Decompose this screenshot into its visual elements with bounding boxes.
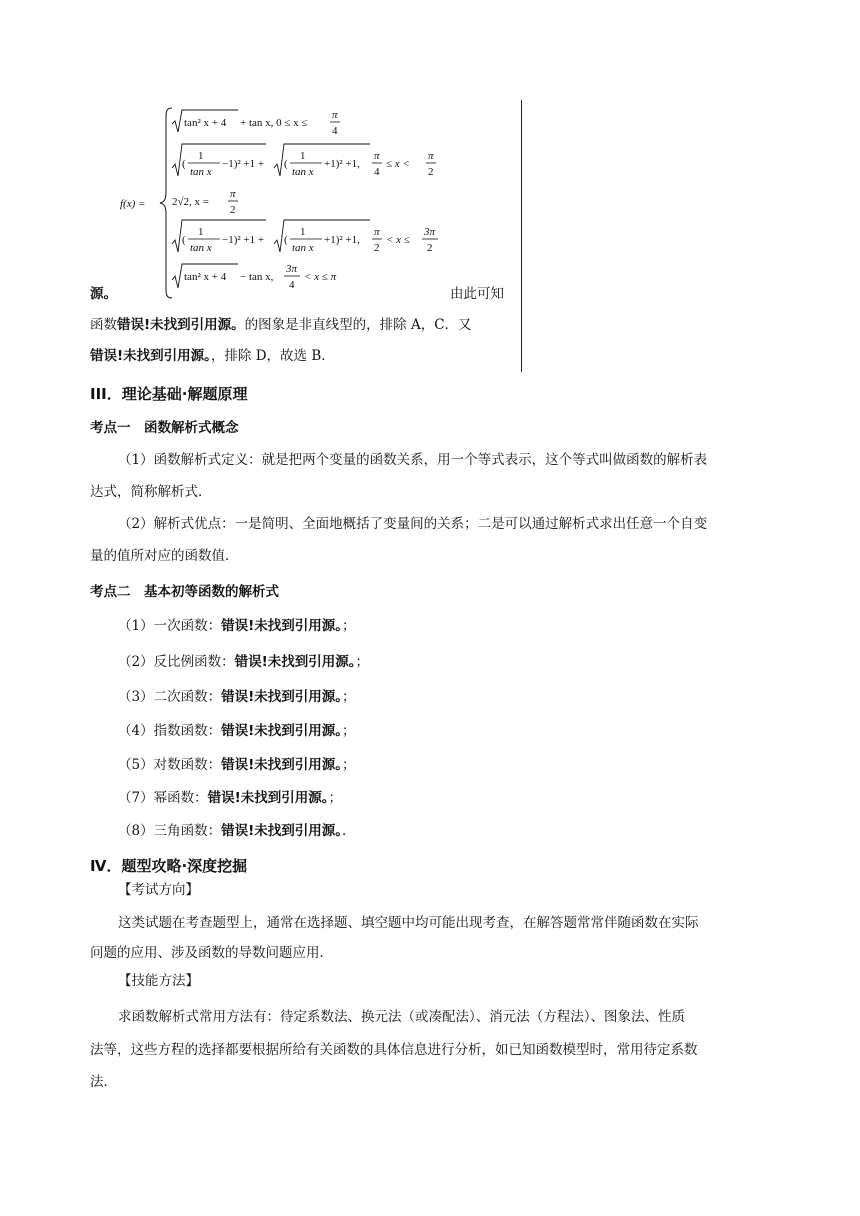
kaodian-1-heading: 考点一 函数解析式概念 <box>90 420 239 436</box>
list-item <box>118 821 356 841</box>
list-item <box>118 616 356 636</box>
line4-mid: < x ≤ <box>386 234 410 246</box>
piecewise-formula <box>118 104 448 300</box>
line4-f2-den: tan x <box>292 242 314 254</box>
item-end: ； <box>355 654 370 670</box>
line2-f1-den: tan x <box>190 166 212 178</box>
p2-line1: （2）解析式优点：一是简明、全面地概括了变量间的关系；二是可以通过解析式求出任意一个自变 <box>118 516 708 532</box>
item-label: （3）二次函数： <box>118 689 222 705</box>
line1-root: tan² x + 4 <box>184 117 227 129</box>
exam-line2: 问题的应用、涉及函数的导数问题应用． <box>90 945 333 961</box>
error-ref: 错误!未找到引用源。 <box>90 348 211 364</box>
line3-b: ，排除 D，故选 B． <box>210 348 335 364</box>
line2-p1: ( <box>182 158 186 170</box>
p2-line2: 量的值所对应的函数值． <box>90 548 239 564</box>
exam-heading: 【考试方向】 <box>118 882 199 898</box>
item-label: （2）反比例函数： <box>118 654 235 670</box>
line4-f1-num: 1 <box>198 226 204 238</box>
line2-c2-den: 2 <box>428 166 434 178</box>
error-ref: 错误!未找到引用源。 <box>117 317 245 333</box>
item-end: ； <box>342 757 356 773</box>
error-ref: 错误!未找到引用源。 <box>221 757 343 773</box>
line4-p1: ( <box>182 234 186 246</box>
line3-c-den: 2 <box>230 204 236 216</box>
line1-frac-den: 4 <box>332 125 338 137</box>
answer-line-2 <box>90 315 472 335</box>
error-ref: 错误!未找到引用源。 <box>221 723 343 739</box>
line2-p2: −1)² +1 + <box>222 158 265 170</box>
line4-c2-num: 3π <box>424 226 436 238</box>
skill-line3: 法． <box>90 1074 117 1090</box>
line4-p3: +1)² +1, <box>324 234 360 246</box>
item-label: （7）幂函数： <box>118 790 208 806</box>
item-end: ． <box>342 823 356 839</box>
lead-yuan: 源。 <box>90 286 117 302</box>
item-end: ； <box>328 790 343 806</box>
line2-c2-num: π <box>428 150 434 162</box>
list-item <box>118 652 369 672</box>
line1-frac-num: π <box>332 109 338 121</box>
line4-p2: −1)² +1 + <box>222 234 265 246</box>
item-label: （5）对数函数： <box>118 757 222 773</box>
piecewise-formula-svg <box>118 104 448 300</box>
item-end: ； <box>342 723 356 739</box>
skill-heading: 【技能方法】 <box>118 973 199 989</box>
section-4-heading: Ⅳ．题型攻略·深度挖掘 <box>90 857 248 875</box>
item-label: （4）指数函数： <box>118 723 222 739</box>
line4-c2-den: 2 <box>427 242 433 254</box>
line4-c1-num: π <box>374 226 380 238</box>
p1-line2: 达式，简称解析式． <box>90 484 212 500</box>
line2-a: 函数 <box>90 317 117 333</box>
line2-f2-den: tan x <box>292 166 314 178</box>
line5-root: tan² x + 4 <box>184 271 227 283</box>
line5-c1-num: 3π <box>286 263 298 275</box>
lead-right: 由此可知 <box>450 286 504 302</box>
formula-fx: f(x) = <box>120 198 146 210</box>
line2-f2-num: 1 <box>300 150 306 162</box>
error-ref: 错误!未找到引用源。 <box>207 790 329 806</box>
error-ref: 错误!未找到引用源。 <box>234 654 356 670</box>
list-item <box>118 788 342 808</box>
list-item <box>118 755 356 775</box>
line2-c1-num: π <box>374 150 380 162</box>
line4-p1b: ( <box>284 234 288 246</box>
line5-c1-den: 4 <box>289 279 295 291</box>
line2-p1b: ( <box>284 158 288 170</box>
skill-line1: 求函数解析式常用方法有：待定系数法、换元法（或凑配法）、消元法（方程法）、图象法、性质 <box>118 1009 685 1025</box>
line2-c1-den: 4 <box>374 166 380 178</box>
line3-c-num: π <box>230 188 236 200</box>
exam-line1: 这类试题在考查题型上，通常在选择题、填空题中均可能出现考查，在解答题常常伴随函数在实际 <box>118 915 699 931</box>
line2-b: 的图象是非直线型的，排除 A，C．又 <box>244 317 472 333</box>
line5-after: − tan x, <box>240 271 274 283</box>
line2-p3: +1)² +1, <box>324 158 360 170</box>
list-item <box>118 687 356 707</box>
line1-after: + tan x, 0 ≤ x ≤ <box>240 117 308 129</box>
error-ref: 错误!未找到引用源。 <box>221 823 343 839</box>
line3-text: 2√2, x = <box>172 196 209 208</box>
column-divider <box>521 100 522 372</box>
section-3-heading: III．理论基础·解题原理 <box>90 385 248 403</box>
line4-f2-num: 1 <box>300 226 306 238</box>
line2-mid: ≤ x < <box>386 158 410 170</box>
p1-line1: （1）函数解析式定义：就是把两个变量的函数关系，用一个等式表示，这个等式叫做函数的解析表 <box>118 452 708 468</box>
list-item <box>118 721 356 741</box>
line5-mid: < x ≤ π <box>304 271 337 283</box>
kaodian-2-heading: 考点二 基本初等函数的解析式 <box>90 584 279 600</box>
line4-c1-den: 2 <box>374 242 380 254</box>
error-ref: 错误!未找到引用源。 <box>221 689 343 705</box>
line4-f1-den: tan x <box>190 242 212 254</box>
skill-line2: 法等，这些方程的选择都要根据所给有关函数的具体信息进行分析，如已知函数模型时，常用待定系数 <box>90 1042 698 1058</box>
item-end: ； <box>342 618 356 634</box>
answer-line-3 <box>90 346 335 366</box>
item-end: ； <box>342 689 356 705</box>
item-label: （1）一次函数： <box>118 618 222 634</box>
line2-f1-num: 1 <box>198 150 204 162</box>
item-label: （8）三角函数： <box>118 823 222 839</box>
error-ref: 错误!未找到引用源。 <box>221 618 343 634</box>
